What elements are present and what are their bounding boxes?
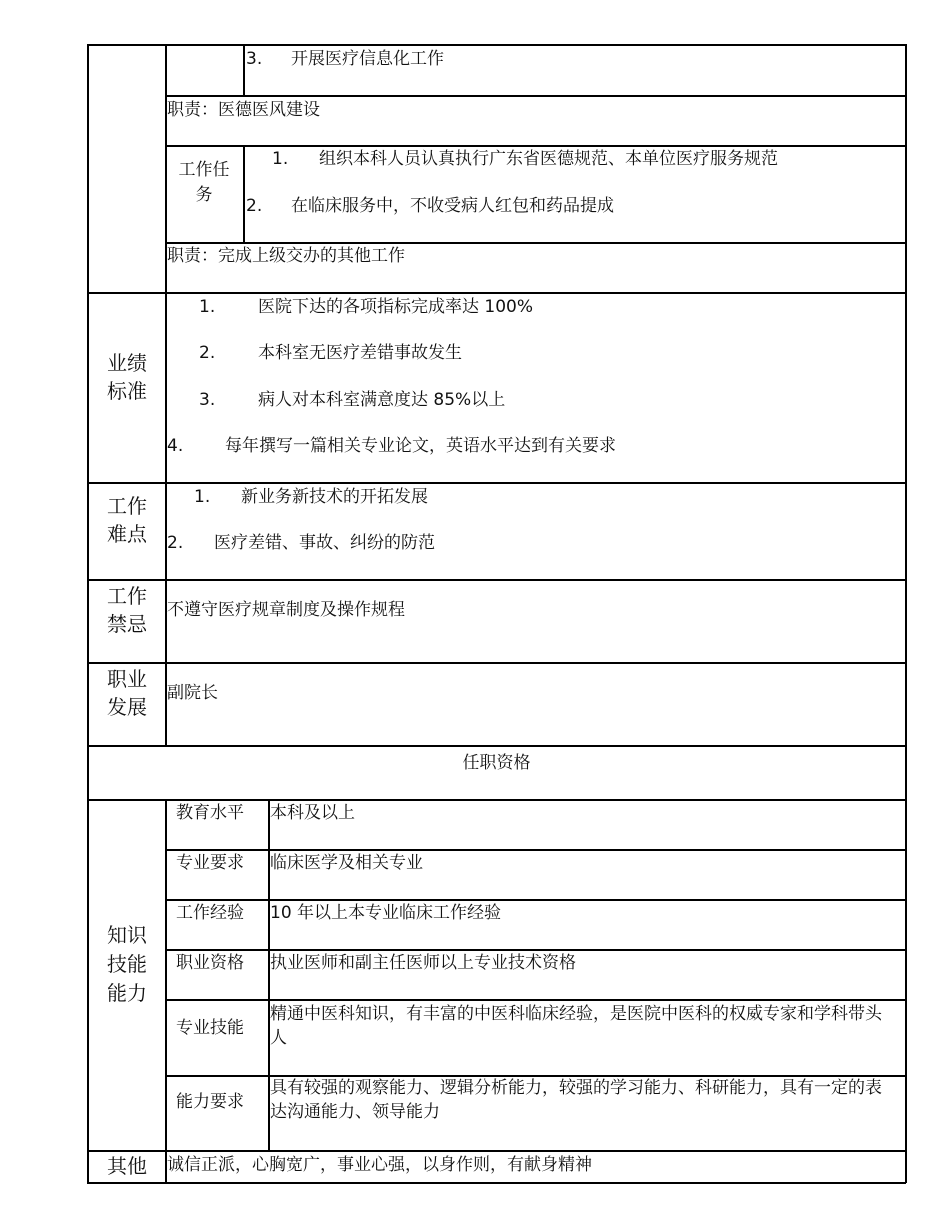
list-item-text: 新业务新技术的开拓发展 bbox=[241, 487, 428, 507]
row-value: 具有较强的观察能力、逻辑分析能力，较强的学习能力、科研能力，具有一定的表达沟通能力、领导能力 bbox=[270, 1078, 882, 1122]
other-label: 其他 bbox=[107, 1154, 147, 1178]
list-item-text: 医院下达的各项指标完成率达 100% bbox=[258, 297, 534, 317]
list-item-text: 每年撰写一篇相关专业论文，英语水平达到有关要求 bbox=[225, 436, 616, 456]
list-item-number: 1. bbox=[194, 487, 211, 507]
taboo-text: 不遵守医疗规章制度及操作规程 bbox=[167, 600, 405, 620]
list-item-number: 3. bbox=[199, 390, 216, 410]
row-key: 专业要求 bbox=[176, 853, 244, 873]
list-item-number: 1. bbox=[272, 149, 289, 169]
list-item-number: 1. bbox=[199, 297, 216, 317]
list-item-number: 4. bbox=[167, 436, 184, 456]
list-item-number: 2. bbox=[199, 343, 216, 363]
row-value: 10 年以上本专业临床工作经验 bbox=[270, 903, 502, 923]
row-key: 能力要求 bbox=[176, 1092, 244, 1112]
row-key: 职业资格 bbox=[176, 953, 244, 973]
other-text: 诚信正派，心胸宽广，事业心强，以身作则，有献身精神 bbox=[167, 1155, 592, 1175]
list-item-text: 组织本科人员认真执行广东省医德规范、本单位医疗服务规范 bbox=[319, 149, 778, 169]
row-key: 工作经验 bbox=[176, 903, 244, 923]
duty-other: 职责：完成上级交办的其他工作 bbox=[167, 246, 405, 266]
list-item-number: 2. bbox=[167, 533, 184, 553]
duty-ethics: 职责：医德医风建设 bbox=[167, 100, 320, 120]
qualification-header: 任职资格 bbox=[462, 753, 531, 773]
list-item-text: 在临床服务中，不收受病人红包和药品提成 bbox=[291, 196, 614, 216]
list-item-text: 医疗差错、事故、纠纷的防范 bbox=[214, 533, 435, 553]
row-key: 专业技能 bbox=[176, 1018, 244, 1038]
career-text: 副院长 bbox=[167, 683, 218, 703]
row-value: 临床医学及相关专业 bbox=[270, 853, 423, 873]
row-value: 本科及以上 bbox=[270, 803, 355, 823]
list-item-text: 病人对本科室满意度达 85%以上 bbox=[258, 390, 506, 410]
list-item-number: 2. bbox=[246, 196, 263, 216]
row-key: 教育水平 bbox=[176, 803, 244, 823]
row-value: 精通中医科知识，有丰富的中医科临床经验，是医院中医科的权威专家和学科带头人 bbox=[270, 1004, 882, 1048]
task-text: 开展医疗信息化工作 bbox=[291, 49, 444, 69]
task-number: 3. bbox=[246, 49, 263, 69]
list-item-text: 本科室无医疗差错事故发生 bbox=[258, 343, 462, 363]
row-value: 执业医师和副主任医师以上专业技术资格 bbox=[270, 953, 576, 973]
